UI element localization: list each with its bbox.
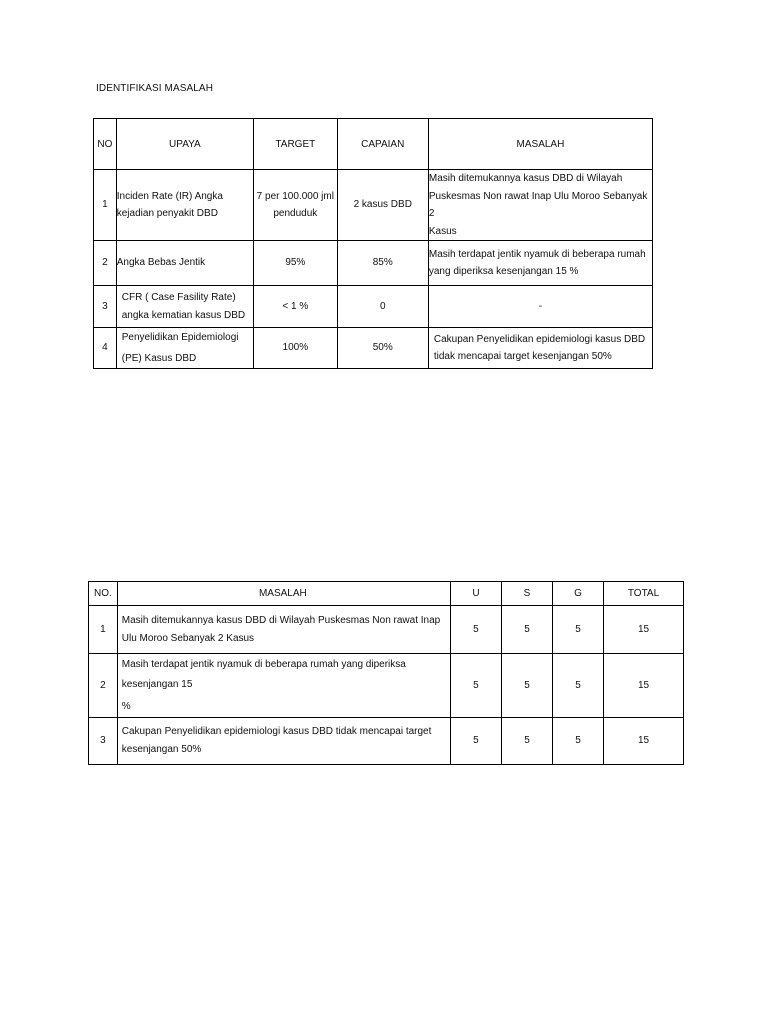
cell-no: 2 [89, 654, 118, 718]
header-upaya: UPAYA [116, 119, 253, 170]
header-s: S [501, 582, 552, 606]
cell-line: Penyelidikan Epidemiologi [121, 331, 239, 343]
header-no: NO. [89, 582, 118, 606]
header-target: TARGET [254, 119, 338, 170]
table-row [89, 718, 684, 765]
table-row [94, 328, 653, 369]
cell-masalah [117, 654, 450, 718]
problem-priority-table [88, 581, 684, 765]
header-masalah: MASALAH [117, 582, 450, 606]
cell-line: 95% [285, 257, 306, 269]
cell-capaian: 0 [337, 286, 428, 328]
cell-line: CFR ( Case Fasility Rate) [121, 292, 236, 303]
cell-line: Angka Bebas Jentik [116, 257, 206, 269]
cell-line: Cakupan Penyelidikan epidemiologi kasus DBD tidak mencapai target [121, 726, 432, 737]
cell-line: kesenjangan 15 [121, 678, 193, 690]
cell-masalah [428, 170, 652, 241]
cell-line: Inciden Rate (IR) Angka [116, 190, 223, 202]
cell-no: 3 [94, 286, 117, 328]
table-row [94, 286, 653, 328]
header-no: NO [94, 119, 117, 170]
cell-s: 5 [501, 606, 552, 654]
cell-masalah [428, 241, 652, 286]
cell-total: 15 [604, 718, 684, 765]
cell-line: yang diperiksa kesenjangan 15 % [428, 266, 579, 277]
cell-line: kesenjangan 50% [121, 744, 202, 755]
cell-s: 5 [501, 654, 552, 718]
cell-line: Masih terdapat jentik nyamuk di beberapa rumah yang diperiksa [121, 658, 406, 670]
cell-line: % [121, 700, 131, 712]
header-g: G [552, 582, 603, 606]
cell-line: Cakupan Penyelidikan epidemiologi kasus DBD [433, 333, 646, 345]
cell-upaya [116, 328, 253, 369]
cell-line: angka kematian kasus DBD [121, 309, 246, 321]
header-masalah: MASALAH [428, 119, 652, 170]
cell-target [254, 241, 338, 286]
problem-identification-table [93, 118, 653, 369]
cell-upaya [116, 286, 253, 328]
cell-g: 5 [552, 718, 603, 765]
header-capaian: CAPAIAN [337, 119, 428, 170]
cell-no: 2 [94, 241, 117, 286]
table-row [94, 170, 653, 241]
cell-masalah [117, 606, 450, 654]
cell-s: 5 [501, 718, 552, 765]
cell-u: 5 [450, 606, 501, 654]
table-header-row [89, 582, 684, 606]
cell-line: penduduk [273, 208, 318, 219]
cell-line: Masih ditemukannya kasus DBD di Wilayah [428, 173, 623, 184]
table-row [89, 654, 684, 718]
cell-capaian: 2 kasus DBD [337, 170, 428, 241]
page-title: IDENTIFIKASI MASALAH [96, 83, 214, 94]
cell-line: Puskesmas Non rawat Inap Ulu Moroo Sebanyak 2 [428, 190, 648, 219]
cell-line: Ulu Moroo Sebanyak 2 Kasus [121, 632, 255, 644]
cell-line: Masih terdapat jentik nyamuk di beberapa rumah [428, 248, 646, 260]
cell-line: tidak mencapai target kesenjangan 50% [433, 351, 612, 362]
cell-line: 100% [282, 342, 309, 354]
header-total: TOTAL [604, 582, 684, 606]
cell-u: 5 [450, 654, 501, 718]
cell-capaian: 50% [337, 328, 428, 369]
cell-target [254, 328, 338, 369]
header-u: U [450, 582, 501, 606]
cell-upaya [116, 170, 253, 241]
table-row [94, 241, 653, 286]
cell-u: 5 [450, 718, 501, 765]
cell-masalah [428, 328, 652, 369]
cell-masalah [117, 718, 450, 765]
cell-line: Masih ditemukannya kasus DBD di Wilayah Puskesmas Non rawat Inap [121, 614, 441, 626]
cell-no: 1 [94, 170, 117, 241]
cell-g: 5 [552, 606, 603, 654]
cell-line: - [538, 300, 543, 312]
cell-line: (PE) Kasus DBD [121, 353, 197, 364]
cell-no: 3 [89, 718, 118, 765]
cell-masalah [428, 286, 652, 328]
cell-capaian: 85% [337, 241, 428, 286]
cell-no: 4 [94, 328, 117, 369]
cell-target [254, 286, 338, 328]
cell-line: Kasus [428, 225, 457, 237]
table-row [89, 606, 684, 654]
cell-target [254, 170, 338, 241]
cell-total: 15 [604, 606, 684, 654]
cell-line: < 1 % [282, 300, 309, 312]
cell-upaya [116, 241, 253, 286]
cell-line: kejadian penyakit DBD [116, 208, 218, 219]
table-header-row [94, 119, 653, 170]
cell-total: 15 [604, 654, 684, 718]
cell-no: 1 [89, 606, 118, 654]
cell-line: 7 per 100.000 jml [256, 190, 334, 202]
cell-g: 5 [552, 654, 603, 718]
